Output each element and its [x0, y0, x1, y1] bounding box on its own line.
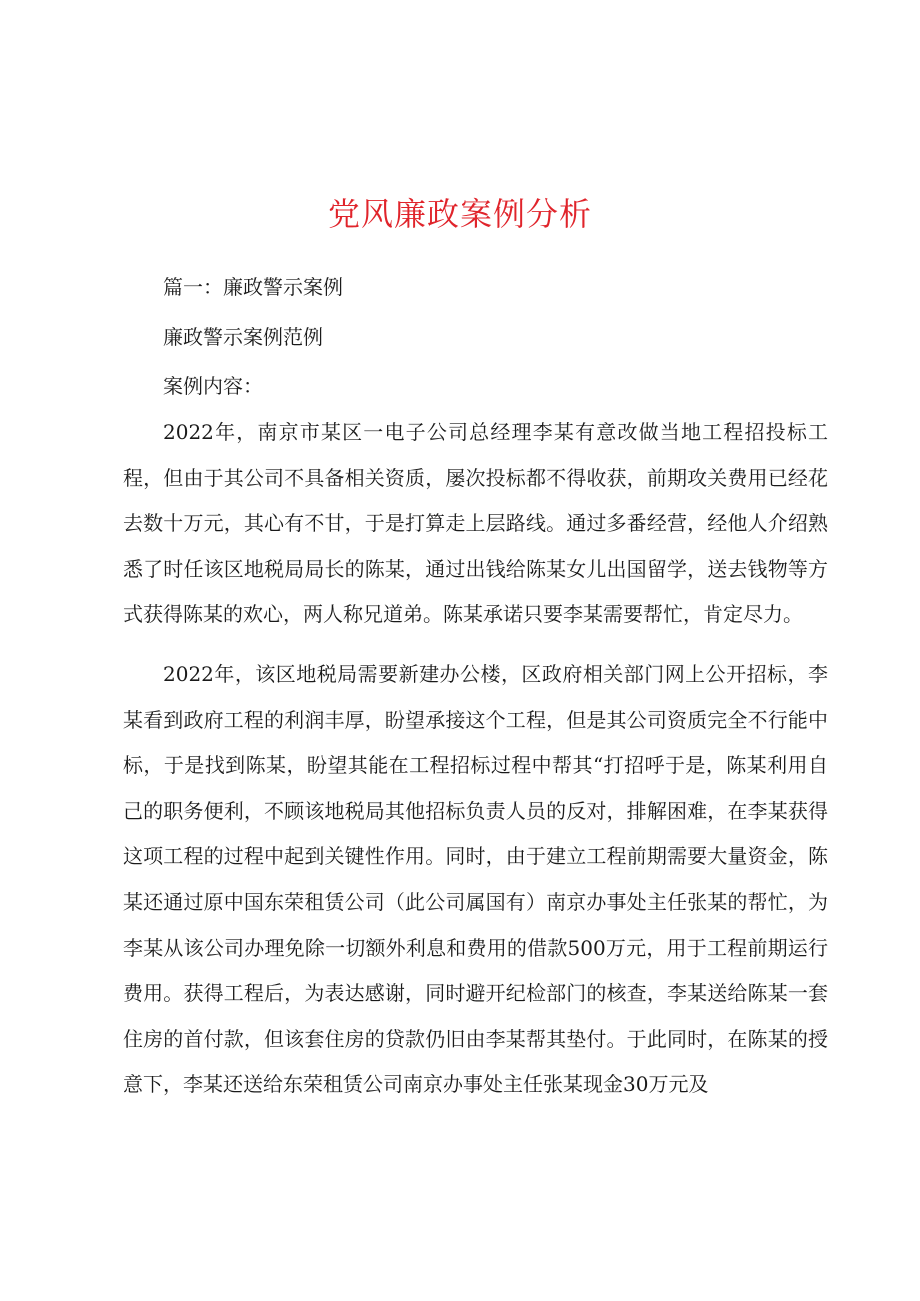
paragraph-1: 2022年，南京市某区一电子公司总经理李某有意改做当地工程招投标工程，但由于其公司不具备相关资质，屡次投标都不得收获，前期攻关费用已经花去数十万元，其心有不甘，于是打算走上层路线。通过多番经营，经他人介绍熟悉了时任该区地税局局长的陈某，通过出钱给陈某女儿出国留学，送去钱物等方式获得陈某的欢心，两人称兄道弟。陈某承诺只要李某需要帮忙，肯定尽力。 — [123, 420, 828, 627]
section-heading: 篇一：廉政警示案例 — [163, 275, 343, 299]
content-label: 案例内容： — [163, 374, 263, 398]
subheading: 廉政警示案例范例 — [163, 325, 323, 349]
document-title: 党风廉政案例分析 — [327, 195, 592, 233]
paragraph-2: 2022年，该区地税局需要新建办公楼，区政府相关部门网上公开招标，李某看到政府工程的利润丰厚，盼望承接这个工程，但是其公司资质完全不行能中标，于是找到陈某，盼望其能在工程招标过程中帮其“打招呼于是，陈某利用自己的职务便利，不顾该地税局其他招标负责人员的反对，排解困难，在李某获得这项工程的过程中起到关键性作用。同时，由于建立工程前期需要大量资金，陈某还通过原中国东荣租赁公司（此公司属国有）南京办事处主任张某的帮忙，为李某从该公司办理免除一切额外利息和费用的借款500万元，用于工程前期运行费用。获得工程后，为表达感谢，同时避开纪检部门的核查，李某送给陈某一套住房的首付款，但该套住房的贷款仍旧由李某帮其垫付。于此同时，在陈某的授意下，李某还送给东荣租赁公司南京办事处主任张某现金30万元及 — [123, 662, 828, 1097]
